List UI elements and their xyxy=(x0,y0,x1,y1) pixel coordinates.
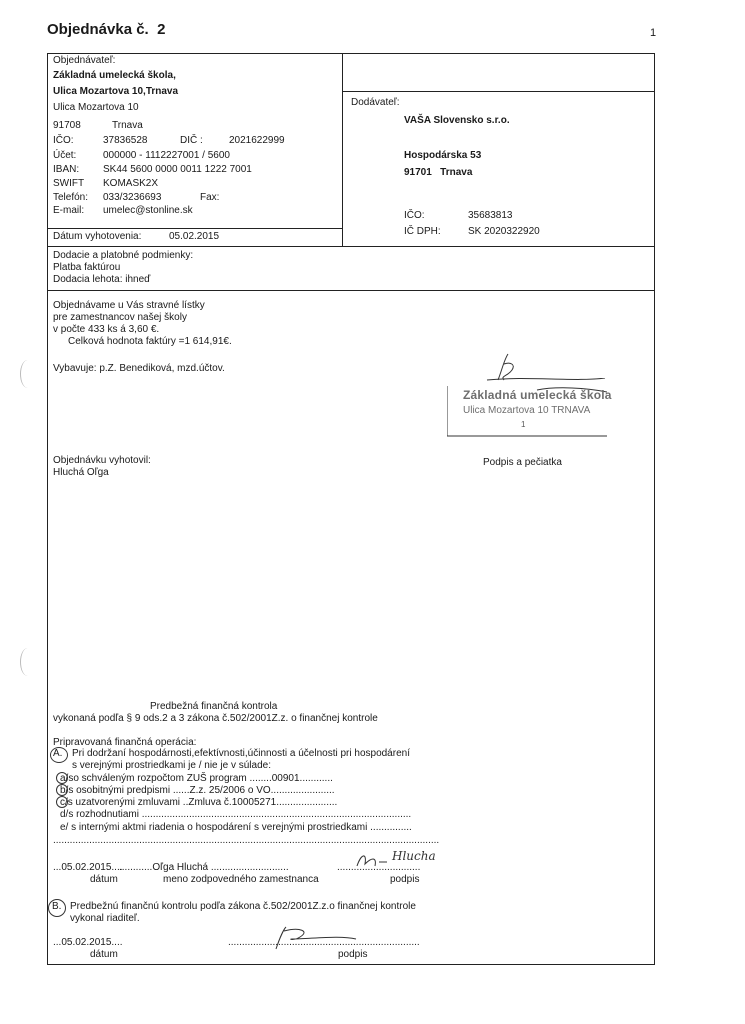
binder-hole-mark xyxy=(20,360,35,388)
buyer-dic: 2021622999 xyxy=(229,135,285,146)
a-item-mark xyxy=(56,772,68,784)
control-item-b: b/s osobitnými predpismi ......Z.z. 25/2006 o VO....................... xyxy=(60,785,335,796)
supplier-ico: 35683813 xyxy=(468,210,513,221)
buyer-swift-label: SWIFT xyxy=(53,178,85,189)
buyer-name-2: Ulica Mozartova 10,Trnava xyxy=(53,86,179,97)
control-item-a: a/so schváleným rozpočtom ZUŠ program ........00901............ xyxy=(60,773,333,784)
control-item-d: d/s rozhodnutiami ................................................................................................. xyxy=(60,809,412,820)
buyer-iban-label: IBAN: xyxy=(53,164,80,175)
buyer-email: umelec@stonline.sk xyxy=(103,205,193,216)
buyer-name-1: Základná umelecká škola, xyxy=(53,70,176,81)
section-b-line-2: vykonal riaditeľ. xyxy=(70,913,140,924)
control-item-e: e/ s internými aktmi riadenia o hospodárení s verejnými prostriedkami ............... xyxy=(60,822,412,833)
responsible-employee-label: meno zodpovedného zamestnanca xyxy=(163,874,319,885)
section-b-signature-label: podpis xyxy=(338,949,368,960)
page-number: 1 xyxy=(650,27,657,39)
buyer-street: Ulica Mozartova 10 xyxy=(53,102,139,113)
b-item-mark xyxy=(56,784,68,796)
buyer-fax-label: Fax: xyxy=(200,192,220,203)
supplier-icdph: SK 2020322920 xyxy=(468,226,540,237)
section-a-signature-dots: .............................. xyxy=(337,862,421,873)
buyer-zip: 91708 xyxy=(53,120,81,131)
control-subtitle: vykonaná podľa § 9 ods.2 a 3 zákona č.502/2001Z.z. o finančnej kontrole xyxy=(53,713,378,724)
terms-delivery: Dodacia lehota: ihneď xyxy=(53,274,151,285)
supplier-zip-city: 91701 Trnava xyxy=(404,167,473,178)
section-b-line-1: Predbežnú finančnú kontrolu podľa zákona č.502/2001Z.z.o finančnej kontrole xyxy=(70,901,416,912)
column-divider xyxy=(342,53,343,247)
terms-payment: Platba faktúrou xyxy=(53,262,121,273)
buyer-swift: KOMASK2X xyxy=(103,178,159,189)
section-a-line-1: Pri dodržaní hospodárnosti,efektívnosti,účinnosti a účelnosti pri hospodárení xyxy=(72,748,410,759)
order-total: Celková hodnota faktúry =1 614,91€. xyxy=(68,336,232,347)
handwritten-signature-a: Hlucha xyxy=(392,849,436,863)
terms-heading: Dodacie a platobné podmienky: xyxy=(53,250,194,261)
buyer-ico-label: IČO: xyxy=(53,135,74,146)
issue-date: 05.02.2015 xyxy=(169,231,220,242)
section-a-letter: A. xyxy=(53,748,63,759)
section-b-date: ...05.02.2015.... xyxy=(53,937,123,948)
section-a-line-2: s verejnými prostriedkami je / nie je v súlade: xyxy=(72,760,271,771)
supplier-box-top-line xyxy=(342,91,655,92)
buyer-ico: 37836528 xyxy=(103,135,148,146)
stamp-line-1: Základná umelecká škola xyxy=(463,388,612,402)
section-b-signature-dots: ..................................................................... xyxy=(228,937,420,948)
buyer-phone: 033/3236693 xyxy=(103,192,162,203)
stamp-mark: 1 xyxy=(521,420,526,429)
section-b-letter: B. xyxy=(52,901,62,912)
prepared-by-name: Hluchá Oľga xyxy=(53,467,109,478)
section-a-date: ...05.02.2015.... xyxy=(53,862,123,873)
c-item-mark xyxy=(56,796,68,808)
order-line-2: pre zamestnancov našej školy xyxy=(53,312,187,323)
stamp-line-2: Ulica Mozartova 10 TRNAVA xyxy=(463,405,591,416)
date-label: Dátum vyhotovenia: xyxy=(53,231,142,242)
buyer-account-label: Účet: xyxy=(53,150,77,161)
buyer-label: Objednávateľ: xyxy=(53,55,116,66)
title-text: Objednávka č. xyxy=(47,21,149,38)
signature-a-flourish-icon xyxy=(355,850,390,872)
buyer-city: Trnava xyxy=(112,120,143,131)
order-handler: Vybavuje: p.Z. Benediková, mzd.účtov. xyxy=(53,363,225,374)
responsible-employee-name: ............Oľga Hluchá ............................ xyxy=(119,862,289,873)
supplier-label: Dodávateľ: xyxy=(351,97,400,108)
order-number: 2 xyxy=(157,21,166,38)
document-title xyxy=(47,21,165,38)
date-row-line xyxy=(47,228,342,229)
buyer-email-label: E-mail: xyxy=(53,205,85,216)
section-b-date-label: dátum xyxy=(90,949,118,960)
control-dots-line: ........................................................................................................................................... xyxy=(53,835,440,846)
section-a-date-label: dátum xyxy=(90,874,118,885)
prepared-by-label: Objednávku vyhotovil: xyxy=(53,455,151,466)
order-line-1: Objednávame u Vás stravné lístky xyxy=(53,300,205,311)
order-line-3: v počte 433 ks á 3,60 €. xyxy=(53,324,160,335)
terms-bottom-line xyxy=(47,290,655,291)
control-item-c: c/s uzatvorenými zmluvami ..Zmluva č.10005271...................... xyxy=(60,797,338,808)
prepared-operation-label: Pripravovaná finančná operácia: xyxy=(53,737,197,748)
supplier-street: Hospodárska 53 xyxy=(404,150,482,161)
section-a-signature-label: podpis xyxy=(390,874,420,885)
terms-top-line xyxy=(47,246,655,247)
control-title: Predbežná finančná kontrola xyxy=(150,701,278,712)
buyer-account: 000000 - 1112227001 / 5600 xyxy=(103,150,230,161)
buyer-iban: SK44 5600 0000 0011 1222 7001 xyxy=(103,164,252,175)
supplier-name: VAŠA Slovensko s.r.o. xyxy=(404,115,510,126)
supplier-icdph-label: IČ DPH: xyxy=(404,226,441,237)
signature-stamp-label: Podpis a pečiatka xyxy=(483,457,562,468)
buyer-dic-label: DIČ : xyxy=(180,135,203,146)
director-initial-signature-icon xyxy=(490,350,530,390)
binder-hole-mark xyxy=(20,648,35,676)
supplier-ico-label: IČO: xyxy=(404,210,425,221)
buyer-phone-label: Telefón: xyxy=(53,192,89,203)
